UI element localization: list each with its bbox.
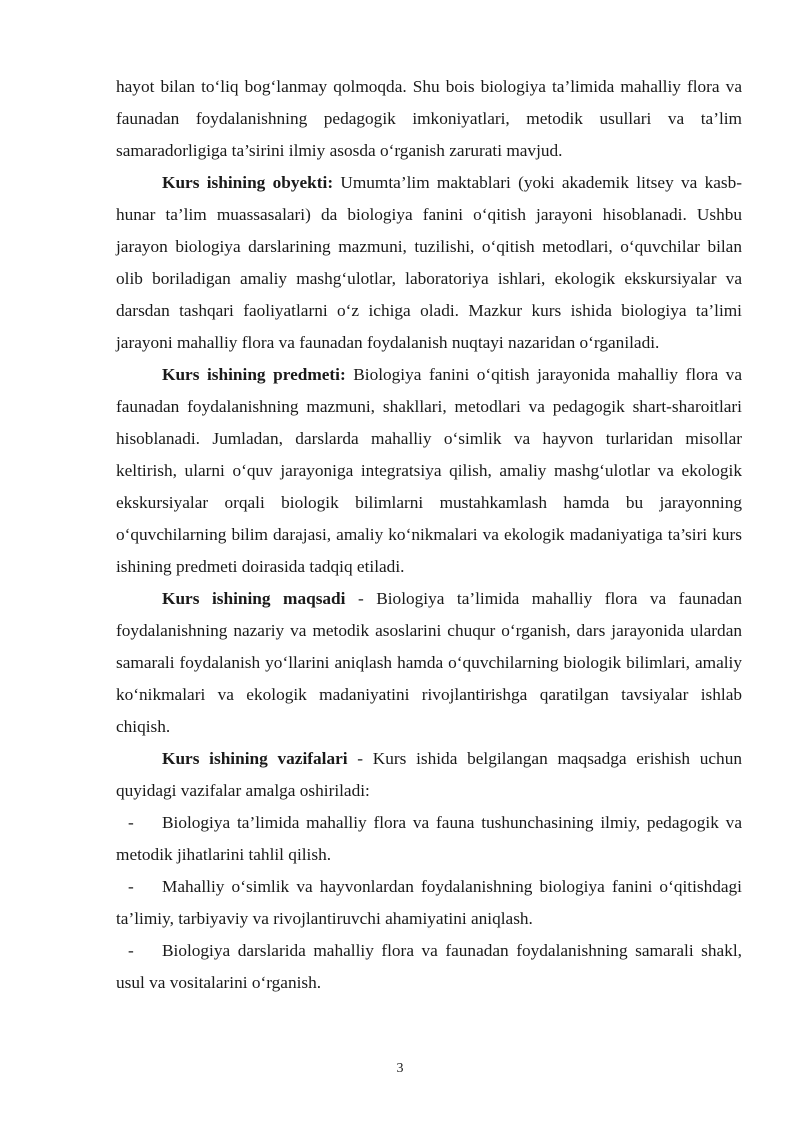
list-item	[116, 935, 742, 999]
list-item-text: Biologiya darslarida mahalliy flora va faunadan foydalanishning samarali shakl, usul va vositalarini o‘rganish.	[116, 941, 742, 992]
list-item-text: Biologiya ta’limida mahalliy flora va fauna tushunchasining ilmiy, pedagogik va metodik jihatlarini tahlil qilish.	[116, 813, 742, 864]
object-paragraph	[116, 167, 742, 359]
tasks-paragraph	[116, 743, 742, 807]
list-item	[116, 807, 742, 871]
subject-paragraph	[116, 359, 742, 583]
list-dash: -	[128, 813, 134, 832]
page-number: 3	[396, 1061, 404, 1076]
goal-text: - Biologiya ta’limida mahalliy flora va faunadan foydalanishning nazariy va metodik asoslarini chuqur o‘rganish, dars jarayonida ulardan samarali foydalanish yo‘llarini aniqlash hamda o‘quvchilarning biologik bilimlari, amaliy ko‘nikmalari va ekologik madaniyatini rivojlantirishga qaratilgan tavsiyalar ishlab chiqish.	[116, 589, 742, 736]
subject-text: Biologiya fanini o‘qitish jarayonida mahalliy flora va faunadan foydalanishning mazmuni, shakllari, metodlari va pedagogik shart-sharoitlari hisoblanadi. Jumladan, darslarda mahalliy o‘simlik va hayvon turlaridan misollar keltirish, ularni o‘quv jarayoniga integratsiya qilish, amaliy mashg‘ulotlar va ekologik ekskursiyalar orqali biologik bilimlarni mustahkamlash hamda bu jarayonning o‘quvchilarning bilim darajasi, amaliy ko‘nikmalari va ekologik madaniyatiga ta’siri kurs ishining predmeti doirasida tadqiq etiladi.	[116, 365, 742, 576]
list-dash: -	[128, 941, 134, 960]
subject-heading: Kurs ishining predmeti:	[162, 365, 346, 384]
goal-paragraph	[116, 583, 742, 743]
list-item-text: Mahalliy o‘simlik va hayvonlardan foydalanishning biologiya fanini o‘qitishdagi ta’limiy, tarbiyaviy va rivojlantiruvchi ahamiyatini aniqlash.	[116, 877, 742, 928]
object-heading: Kurs ishining obyekti:	[162, 173, 334, 192]
intro-paragraph: hayot bilan to‘liq bog‘lanmay qolmoqda. Shu bois biologiya ta’limida mahalliy flora va faunadan foydalanishning pedagogik imkoniyatlari, metodik usullari va ta’lim samaradorligiga ta’sirini ilmiy asosda o‘rganish zarurati mavjud.	[116, 77, 742, 160]
tasks-heading: Kurs ishining vazifalari	[162, 749, 348, 768]
document-page	[116, 71, 742, 999]
tasks-text: - Kurs ishida belgilangan maqsadga erishish uchun quyidagi vazifalar amalga oshiriladi:	[116, 749, 742, 800]
object-text: Umumta’lim maktablari (yoki akademik litsey va kasb-hunar ta’lim muassasalari) da biologiya fanini o‘qitish jarayoni hisoblanadi. Ushbu jarayon biologiya darslarining mazmuni, tuzilishi, o‘qitish metodlari, o‘quvchilar bilan olib boriladigan amaliy mashg‘ulotlar, laboratoriya ishlari, ekologik ekskursiyalar va darsdan tashqari faoliyatlarni o‘z ichiga oladi. Mazkur kurs ishida biologiya ta’limi jarayoni mahalliy flora va faunadan foydalanish nuqtayi nazaridan o‘rganiladi.	[116, 173, 742, 352]
goal-heading: Kurs ishining maqsadi	[162, 589, 346, 608]
list-item	[116, 871, 742, 935]
list-dash: -	[128, 877, 134, 896]
